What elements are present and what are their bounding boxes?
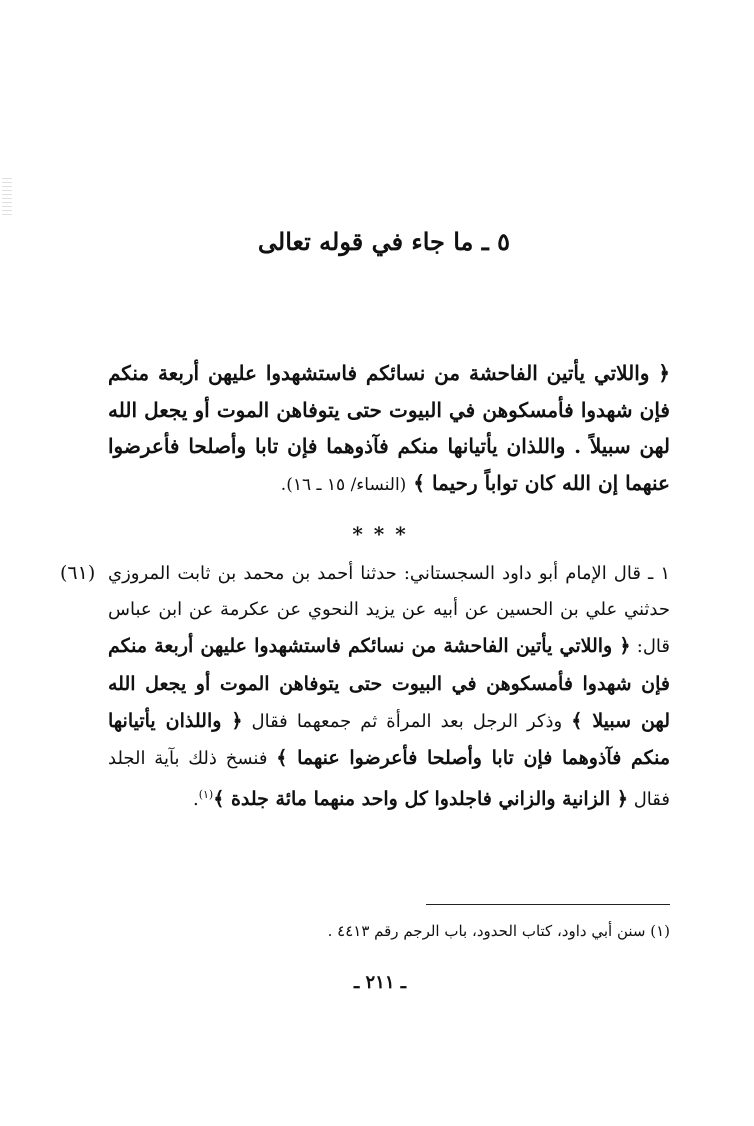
page-number: ـ ٢١١ ـ bbox=[353, 972, 407, 993]
hadith-narration-3: فنسخ ذلك بآية الجلد فقال bbox=[108, 748, 670, 811]
hadith-quote-2: ﴿ واللذان يأتيانها منكم فآذوهما فإن تابا وأصلحا فأعرضوا عنهما ﴾ bbox=[108, 709, 671, 770]
chapter-title: ٥ ـ ما جاء في قوله تعالى bbox=[257, 227, 510, 256]
quran-verse bbox=[108, 355, 670, 503]
hadith-text bbox=[108, 556, 670, 818]
footnote: (١) سنن أبي داود، كتاب الحدود، باب الرجم رقم ٤٤١٣ . bbox=[327, 922, 670, 940]
hadith-quote-1: ﴿ واللاتي يأتين الفاحشة من نسائكم فاستشهدوا عليهن أربعة منكم فإن شهدوا فأمسكوهن في البيوت حتى يتوفاهن الموت أو يجعل الله لهن سبيلا ﴾ bbox=[108, 635, 670, 732]
verse-reference: (النساء/ ١٥ ـ ١٦). bbox=[280, 474, 407, 495]
hadith-quote-3: ﴿ الزانية والزاني فاجلدوا كل واحد منهما مائة جلدة ﴾ bbox=[213, 788, 628, 811]
hadith-isnad: ١ ـ قال الإمام أبو داود السجستاني: حدثنا أحمد بن محمد بن ثابت المروزي حدثني علي بن الحسين عن أبيه عن يزيد النحوي عن عكرمة عن ابن عباس قال: bbox=[108, 563, 670, 658]
hadith-number: (٦١) bbox=[60, 562, 96, 584]
section-separator: * * * bbox=[352, 522, 408, 546]
hadith-end: . bbox=[192, 789, 199, 811]
footnote-divider bbox=[426, 904, 670, 905]
footnote-marker: (١) bbox=[198, 788, 214, 802]
verse-text: ﴿ واللاتي يأتين الفاحشة من نسائكم فاستشهدوا عليهن أربعة منكم فإن شهدوا فأمسكوهن في البيوت حتى يتوفاهن الموت أو يجعل الله لهن سبيلاً . واللذان يأتيانها منكم فآذوهما فإن تابا وأصلحا فأعرضوا عنهما إن الله كان تواباً رحيما ﴾ bbox=[108, 361, 670, 495]
hadith-narration-2: وذكر الرجل بعد المرأة ثم جمعهما فقال bbox=[251, 710, 563, 732]
scan-margin-marks bbox=[2, 175, 12, 215]
